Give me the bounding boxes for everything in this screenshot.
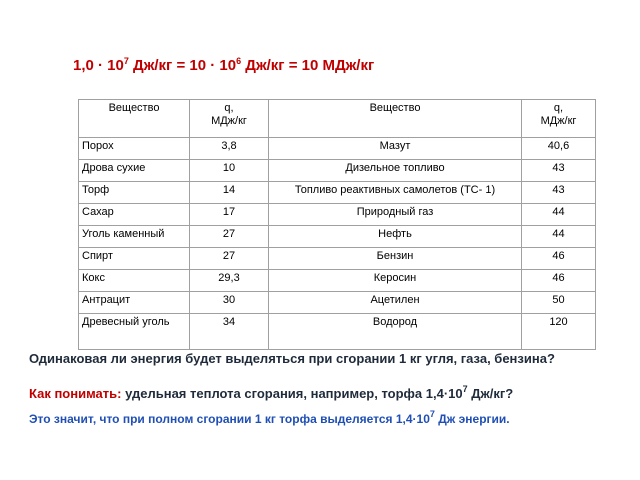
header-substance-right: Вещество	[269, 100, 522, 138]
q-left-cell: 34	[190, 314, 269, 350]
substance-right-cell: Дизельное топливо	[269, 160, 522, 182]
how-label: Как понимать	[29, 386, 118, 401]
substance-right-cell: Мазут	[269, 138, 522, 160]
meaning-text	[29, 409, 510, 426]
table-row	[79, 204, 596, 226]
table-header-row	[79, 100, 596, 138]
q-left-cell: 14	[190, 182, 269, 204]
header-q-right-text: q, МДж/кг	[540, 102, 577, 127]
how-to-understand	[29, 386, 513, 401]
substance-left-cell: Спирт	[79, 248, 190, 270]
table-row	[79, 292, 596, 314]
q-right-cell: 40,6	[522, 138, 596, 160]
table-row	[79, 226, 596, 248]
heat-of-combustion-table	[78, 99, 596, 350]
table-row	[79, 160, 596, 182]
header-substance-left: Вещество	[79, 100, 190, 138]
q-left-cell: 17	[190, 204, 269, 226]
q-left-cell: 30	[190, 292, 269, 314]
q-left-cell: 10	[190, 160, 269, 182]
header-q-right	[522, 100, 596, 138]
substance-right-cell: Керосин	[269, 270, 522, 292]
q-left-cell: 3,8	[190, 138, 269, 160]
q-left-cell: 27	[190, 226, 269, 248]
header-q-left	[190, 100, 269, 138]
table-row	[79, 314, 596, 350]
how-text-end: Дж/кг?	[467, 386, 514, 401]
substance-left-cell: Порох	[79, 138, 190, 160]
q-left-cell: 27	[190, 248, 269, 270]
formula-part2: Дж/кг = 10 МДж/кг	[241, 57, 375, 74]
table-row	[79, 248, 596, 270]
substance-left-cell: Древесный уголь	[79, 314, 190, 350]
q-right-cell: 46	[522, 270, 596, 292]
table-row	[79, 138, 596, 160]
question-text: Одинаковая ли энергия будет выделяться при сгорании 1 кг угля, газа, бензина?	[29, 351, 555, 366]
substance-right-cell: Ацетилен	[269, 292, 522, 314]
q-right-cell: 46	[522, 248, 596, 270]
formula-part1: 1,0 · 10	[73, 57, 124, 74]
q-left-cell: 29,3	[190, 270, 269, 292]
how-text: удельная теплота сгорания, например, торфа 1,4·10	[125, 386, 463, 401]
substance-right-cell: Водород	[269, 314, 522, 350]
substance-left-cell: Уголь каменный	[79, 226, 190, 248]
meaning-main: Это значит, что при полном сгорании 1 кг торфа выделяется 1,4·10	[29, 412, 430, 426]
formula-heading	[73, 57, 374, 74]
q-right-cell: 43	[522, 160, 596, 182]
table-row	[79, 270, 596, 292]
substance-right-cell: Природный газ	[269, 204, 522, 226]
formula-exp1: 7	[123, 56, 129, 66]
header-q-left-text: q, МДж/кг	[211, 102, 247, 127]
substance-right-cell: Топливо реактивных самолетов (ТС- 1)	[269, 182, 522, 204]
substance-left-cell: Дрова сухие	[79, 160, 190, 182]
how-exp: 7	[462, 384, 468, 394]
substance-left-cell: Антрацит	[79, 292, 190, 314]
formula-part1-unit: Дж/кг = 10 · 10	[128, 57, 237, 74]
q-right-cell: 44	[522, 226, 596, 248]
meaning-end: Дж энергии.	[434, 412, 510, 426]
substance-left-cell: Сахар	[79, 204, 190, 226]
how-colon: :	[117, 386, 126, 401]
substance-right-cell: Бензин	[269, 248, 522, 270]
table-row	[79, 182, 596, 204]
meaning-exp: 7	[429, 409, 435, 419]
q-right-cell: 43	[522, 182, 596, 204]
substance-left-cell: Кокс	[79, 270, 190, 292]
q-right-cell: 50	[522, 292, 596, 314]
substance-left-cell: Торф	[79, 182, 190, 204]
q-right-cell: 44	[522, 204, 596, 226]
formula-exp2: 6	[236, 56, 242, 66]
substance-right-cell: Нефть	[269, 226, 522, 248]
q-right-cell: 120	[522, 314, 596, 350]
